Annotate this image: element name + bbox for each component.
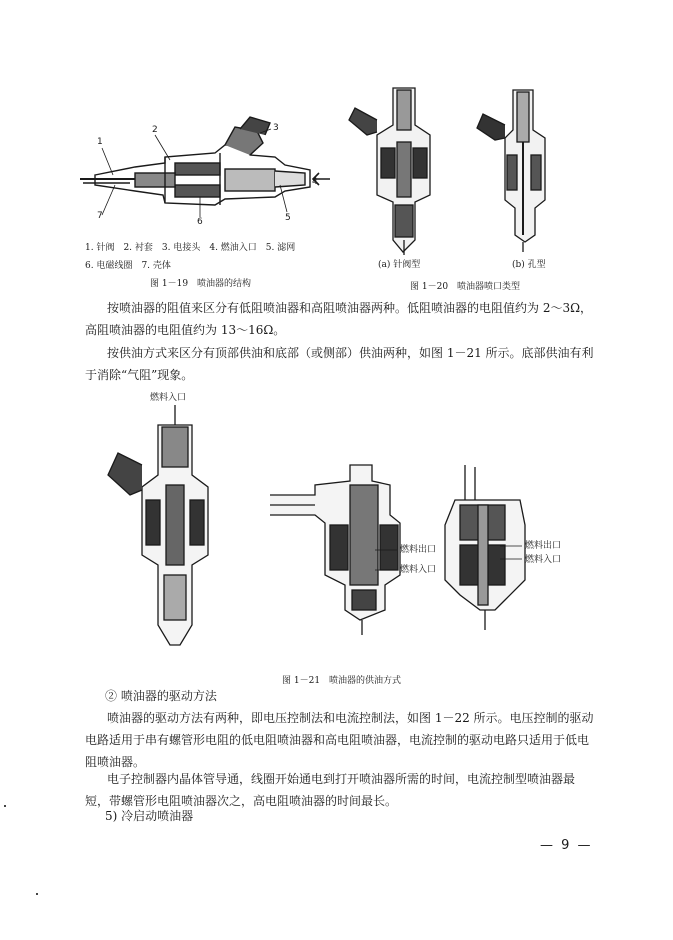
injector-structure-drawing — [75, 115, 335, 225]
paragraph-fuel-supply-types: 按供油方式来区分有顶部供油和底部（或侧部）供油两种，如图 1－21 所示。底部供油有利于消除“气阻”现象。 — [85, 346, 594, 382]
fig20-label-a: (a) 针阀型 — [378, 260, 421, 270]
page-number: — 9 — — [540, 838, 593, 853]
figure-1-21 — [100, 405, 580, 655]
paragraph-opening-time: 电子控制器内晶体管导通，线圈开始通电到打开喷油器所需的时间，电流控制型喷油器最短，带螺管形电阻喷油器次之，高电阻喷油器的时间最长。 — [85, 772, 576, 808]
fig20-label-b: (b) 孔型 — [512, 260, 546, 270]
fig21-caption: 图 1－21 喷油器的供油方式 — [282, 676, 402, 686]
heading-injector-drive-method: ② 喷油器的驱动方法 — [105, 689, 217, 703]
injector-nozzle-types-drawing — [345, 80, 575, 255]
fig21-top-inlet-label: 燃料入口 — [150, 393, 187, 403]
fig19-caption: 图 1－19 喷油器的结构 — [150, 279, 252, 289]
paragraph-drive-methods: 喷油器的驱动方法有两种，即电压控制法和电流控制法，如图 1－22 所示。电压控制的驱动电路适用于串有螺管形电阻的低电阻喷油器和高电阻喷油器，电流控制的驱动电路只适用于低电阻喷油器。 — [85, 711, 594, 769]
callout-1: 1 — [97, 137, 103, 147]
callout-4: 4 — [312, 177, 318, 187]
figure-1-20 — [345, 80, 575, 255]
heading-cold-start-injector: 5) 冷启动喷油器 — [105, 809, 194, 823]
callout-7: 7 — [97, 211, 103, 221]
paragraph-resistance-types: 按喷油器的阻值来区分有低阻喷油器和高阻喷油器两种。低阻喷油器的电阻值约为 2～3Ω，高阻喷油器的电阻值约为 13～16Ω。 — [85, 301, 593, 337]
scan-speck — [36, 893, 38, 895]
scan-speck — [4, 805, 6, 807]
fig21-right-inlet-label: 燃料入口 — [525, 555, 562, 565]
fuel-supply-methods-drawing — [100, 405, 580, 655]
fig21-right-outlet-label: 燃料出口 — [525, 541, 562, 551]
callout-2: 2 — [152, 125, 158, 135]
figure-1-19 — [75, 115, 335, 225]
callout-3: 3 — [273, 123, 279, 133]
callout-6: 6 — [197, 217, 203, 227]
fig21-middle-outlet-label: 燃料出口 — [400, 545, 437, 555]
fig21-middle-inlet-label: 燃料入口 — [400, 565, 437, 575]
callout-5: 5 — [285, 213, 291, 223]
fig19-legend-line2: 6. 电磁线圈 7. 壳体 — [85, 261, 171, 271]
fig19-legend-line1: 1. 针阀 2. 衬套 3. 电接头 4. 燃油入口 5. 滤网 — [85, 243, 296, 253]
fig20-caption: 图 1－20 喷油器喷口类型 — [410, 282, 521, 292]
